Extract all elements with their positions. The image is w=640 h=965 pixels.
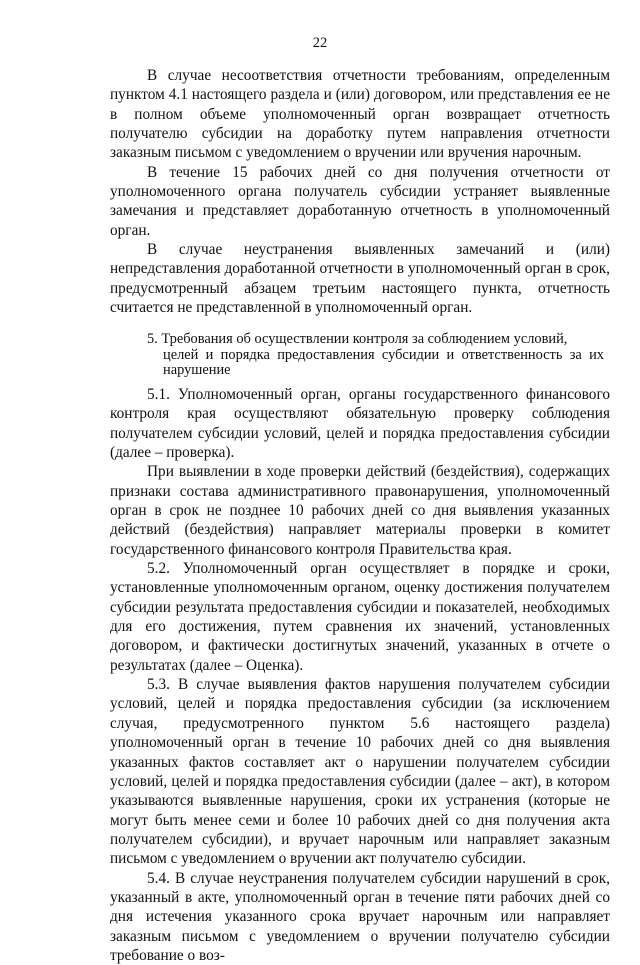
- document-body: [110, 66, 610, 965]
- paragraph-5-2: 5.2. Уполномоченный орган осуществляет в порядке и сроки, установленные уполномоченным органом, оценку достижения получателем субсидии результата предоставления субсидии и показателей, необходимых для его достижения, путем сравнения их значений, установленных договором, и фактически достигнутых значений, указанных в отчете о результатах (далее – Оценка).: [110, 560, 610, 674]
- paragraph-5-3: 5.3. В случае выявления фактов нарушения получателем субсидии условий, целей и порядка предоставления субсидии (за исключением случая, предусмотренного пунктом 5.6 настоящего раздела) уполномоченный орган в течение 10 рабочих дней со дня выявления указанных фактов составляет акт о нарушении получателем субсидии условий, целей и порядка предоставления субсидии (далее – акт), в котором указываются выявленные нарушения, сроки их устранения (которые не могут быть менее семи и более 10 рабочих дней со дня получения акта получателем субсидии), и вручает нарочным или направляет заказным письмом с уведомлением о вручении акт получателю субсидии.: [110, 676, 610, 868]
- section-heading-continuation: целей и порядка предоставления субсидии и ответственность за их нарушение: [163, 346, 604, 379]
- paragraph-violation-materials: При выявлении в ходе проверки действий (бездействия), содержащих признаки состава административного правонарушения, уполномоченный орган в срок не позднее 10 рабочих дней со дня выявления указанных действий (бездействия) направляет материалы проверки в комитет государственного финансового контроля Правительства края.: [110, 463, 610, 558]
- page-number: 22: [312, 35, 328, 51]
- paragraph-report-mismatch: В случае несоответствия отчетности требованиям, определенным пунктом 4.1 настоящего раздела и (или) договором, или представления ее не в полном объеме уполномоченный орган возвращает отчетность получателю субсидии на доработку путем направления отчетности заказным письмом с уведомлением о вручении или вручения нарочным.: [110, 67, 610, 162]
- section-heading-line-1: 5. Требования об осуществлении контроля за соблюдением условий,: [147, 331, 568, 348]
- section-heading-5: [110, 332, 610, 379]
- paragraph-15-days: В течение 15 рабочих дней со дня получения отчетности от уполномоченного органа получатель субсидии устраняет выявленные замечания и представляет доработанную отчетность в уполномоченный орган.: [110, 163, 610, 239]
- paragraph-5-4: 5.4. В случае неустранения получателем субсидии нарушений в срок, указанный в акте, уполномоченный орган в течение пяти рабочих дней со дня истечения указанного срока вручает нарочным или направляет заказным письмом с уведомлением о вручении получателю субсидии требование о воз-: [110, 869, 610, 964]
- paragraph-5-1: 5.1. Уполномоченный орган, органы государственного финансового контроля края осуществляют обязательную проверку соблюдения получателем субсидии условий, целей и порядка предоставления субсидии (далее – проверка).: [110, 385, 610, 461]
- paragraph-non-elimination: В случае неустранения выявленных замечаний и (или) непредставления доработанной отчетности в уполномоченный орган в срок, предусмотренный абзацем третьим настоящего пункта, отчетность считается не представленной в уполномоченный орган.: [110, 241, 610, 317]
